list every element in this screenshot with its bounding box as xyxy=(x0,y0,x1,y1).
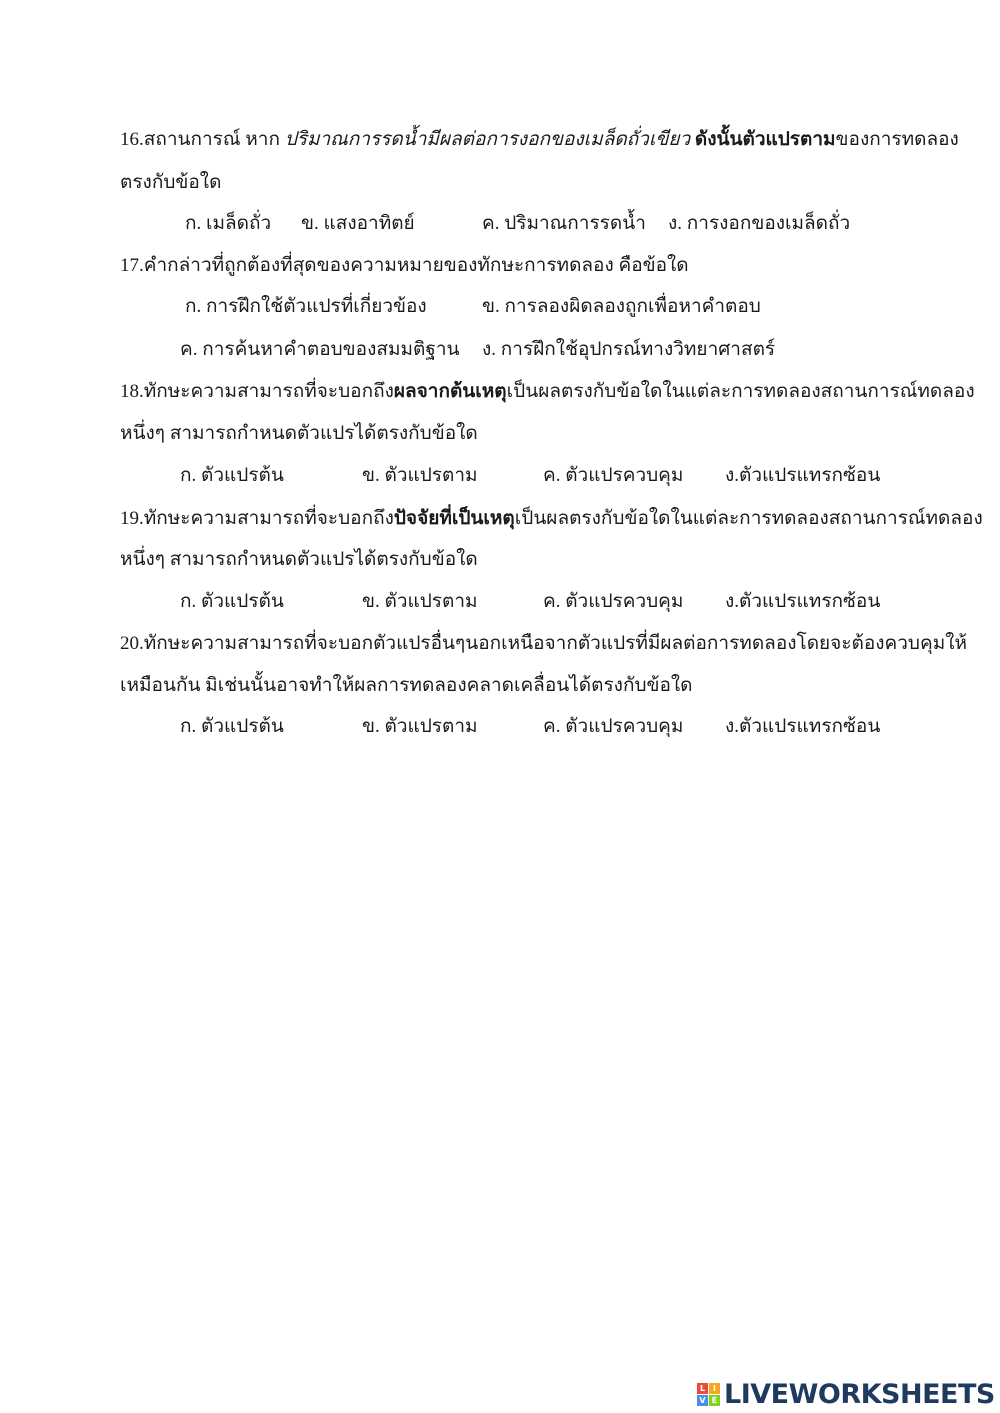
q19-option-c[interactable]: ค. ตัวแปรควบคุม xyxy=(543,591,684,612)
q16-option-d[interactable]: ง. การงอกของเมล็ดถั่ว xyxy=(668,213,851,234)
q16-option-b[interactable]: ข. แสงอาทิตย์ xyxy=(301,213,415,234)
question-19-line2: หนึ่งๆ สามารถกำหนดตัวแปรได้ตรงกับข้อใด xyxy=(120,549,478,570)
q18-option-a[interactable]: ก. ตัวแปรต้น xyxy=(180,465,284,486)
q16-bold: ดังนั้นตัวแปรตาม xyxy=(694,129,836,150)
q16-prefix: 16.สถานการณ์ หาก xyxy=(120,129,285,150)
question-17-text: 17.คำกล่าวที่ถูกต้องที่สุดของความหมายของทักษะการทดลอง คือข้อใด xyxy=(120,255,689,276)
q16-option-c[interactable]: ค. ปริมาณการรดน้ำ xyxy=(482,213,646,234)
q17-option-c[interactable]: ค. การค้นหาคำตอบของสมมติฐาน xyxy=(180,339,460,360)
q19-prefix: 19.ทักษะความสามารถที่จะบอกถึง xyxy=(120,508,394,529)
q20-option-c[interactable]: ค. ตัวแปรควบคุม xyxy=(543,716,684,737)
liveworksheets-logo-text: LIVEWORKSHEETS xyxy=(724,1378,995,1410)
question-19-line1 xyxy=(120,507,983,531)
question-16-line2: ตรงกับข้อใด xyxy=(120,172,222,193)
q16-option-a[interactable]: ก. เมล็ดถั่ว xyxy=(185,213,272,234)
q18-prefix: 18.ทักษะความสามารถที่จะบอกถึง xyxy=(120,381,394,402)
mark-letter-v: V xyxy=(697,1395,708,1406)
q20-option-d[interactable]: ง.ตัวแปรแทรกซ้อน xyxy=(725,716,881,737)
q18-suffix: เป็นผลตรงกับข้อใดในแต่ละการทดลองสถานการณ์ทดลอง xyxy=(506,381,975,402)
q16-suffix: ของการทดลอง xyxy=(835,129,959,150)
mark-letter-l: L xyxy=(697,1383,708,1394)
question-20-line1: 20.ทักษะความสามารถที่จะบอกตัวแปรอื่นๆนอกเหนือจากตัวแปรที่มีผลต่อการทดลองโดยจะต้องควบคุมให้ xyxy=(120,633,968,654)
question-16-line1 xyxy=(120,128,959,152)
q16-italic: ปริมาณการรดน้ำมีผลต่อการงอกของเมล็ดถั่วเขียว xyxy=(284,129,691,150)
q19-bold: ปัจจัยที่เป็นเหตุ xyxy=(393,508,515,529)
q18-option-c[interactable]: ค. ตัวแปรควบคุม xyxy=(543,465,684,486)
q19-option-b[interactable]: ข. ตัวแปรตาม xyxy=(362,591,478,612)
q17-option-a[interactable]: ก. การฝึกใช้ตัวแปรที่เกี่ยวข้อง xyxy=(185,296,427,317)
question-18-line1 xyxy=(120,380,975,404)
q18-bold: ผลจากต้นเหตุ xyxy=(393,381,507,402)
q18-option-d[interactable]: ง.ตัวแปรแทรกซ้อน xyxy=(725,465,881,486)
q20-option-b[interactable]: ข. ตัวแปรตาม xyxy=(362,716,478,737)
q19-option-d[interactable]: ง.ตัวแปรแทรกซ้อน xyxy=(725,591,881,612)
mark-letter-e: E xyxy=(709,1395,720,1406)
liveworksheets-logo xyxy=(697,1377,995,1411)
q17-option-d[interactable]: ง. การฝึกใช้อุปกรณ์ทางวิทยาศาสตร์ xyxy=(482,339,776,360)
q19-suffix: เป็นผลตรงกับข้อใดในแต่ละการทดลองสถานการณ์ทดลอง xyxy=(514,508,983,529)
liveworksheets-mark-icon xyxy=(697,1383,720,1406)
q18-option-b[interactable]: ข. ตัวแปรตาม xyxy=(362,465,478,486)
question-20-line2: เหมือนกัน มิเช่นนั้นอาจทำให้ผลการทดลองคลาดเคลื่อนได้ตรงกับข้อใด xyxy=(120,675,693,696)
question-18-line2: หนึ่งๆ สามารถกำหนดตัวแปรได้ตรงกับข้อใด xyxy=(120,423,478,444)
q17-option-b[interactable]: ข. การลองผิดลองถูกเพื่อหาคำตอบ xyxy=(482,296,761,317)
q20-option-a[interactable]: ก. ตัวแปรต้น xyxy=(180,716,284,737)
mark-letter-i: I xyxy=(709,1383,720,1394)
q19-option-a[interactable]: ก. ตัวแปรต้น xyxy=(180,591,284,612)
